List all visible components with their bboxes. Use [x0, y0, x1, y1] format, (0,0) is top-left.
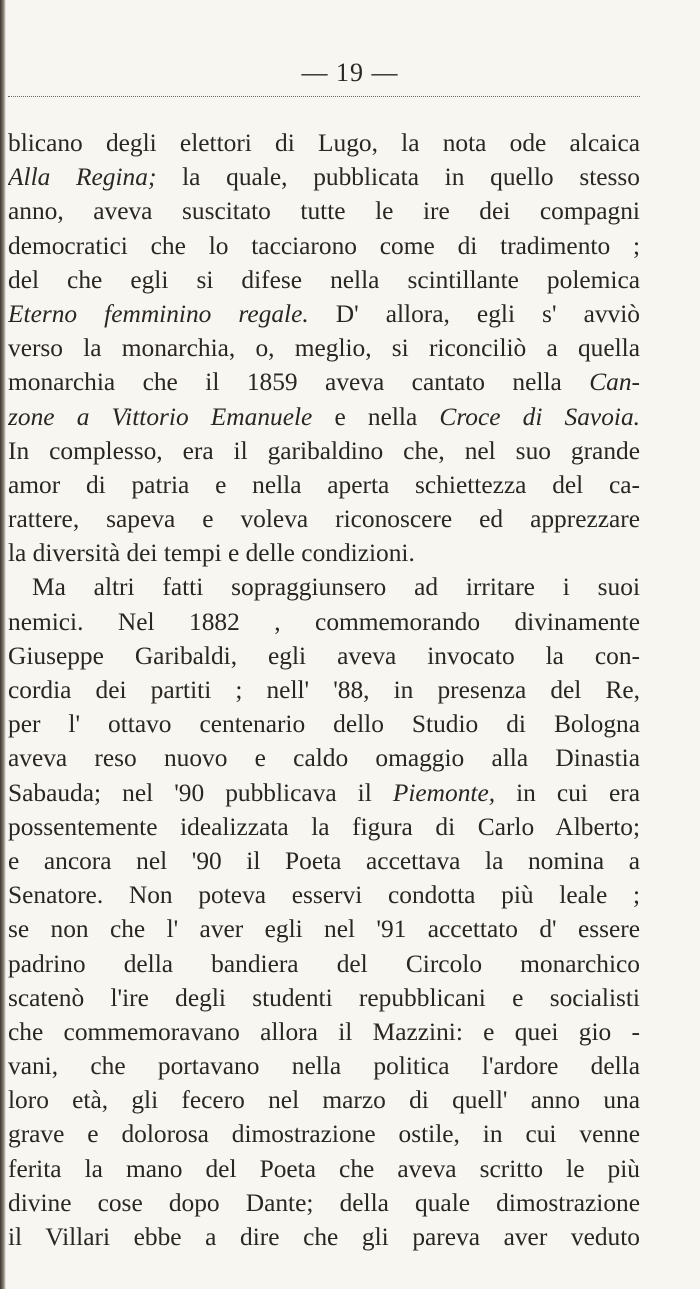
page-binding-edge — [0, 0, 6, 1289]
text-segment: se non che l' aver egli nel '91 accettato d' essere — [8, 915, 640, 944]
text-segment: Ma altri fatti sopraggiunsero ad irritare i suoi — [32, 573, 640, 602]
text-segment: anno, aveva suscitato tutte le ire dei compagni — [8, 197, 640, 226]
text-segment: la diversità dei tempi e delle condizioni. — [8, 539, 415, 568]
text-segment: scatenò l'ire degli studenti repubblicani e socialisti — [8, 983, 640, 1012]
text-segment: aveva reso nuovo e caldo omaggio alla Dinastia — [8, 744, 640, 773]
text-segment: padrino della bandiera del Circolo monarchico — [8, 949, 640, 978]
text-line — [8, 810, 640, 844]
text-line — [8, 673, 640, 707]
text-segment: per l' ottavo centenario dello Studio di Bologna — [8, 710, 640, 739]
text-line — [8, 297, 640, 331]
italic-title: Piemonte, — [392, 778, 496, 807]
text-line — [8, 844, 640, 878]
text-line — [8, 263, 640, 297]
text-line — [8, 1152, 640, 1186]
italic-title: Alla Regina; — [8, 163, 157, 192]
text-segment: In complesso, era il garibaldino che, nel suo grande — [8, 436, 640, 465]
text-segment: democratici che lo tacciarono come di tradimento ; — [8, 231, 640, 260]
text-segment: che commemoravano allora il Mazzini: e quei gio - — [8, 1017, 640, 1046]
text-line — [8, 639, 640, 673]
text-line — [8, 400, 640, 434]
text-segment: Giuseppe Garibaldi, egli aveva invocato la con- — [8, 641, 640, 670]
text-segment: Sabauda; nel '90 pubblicava il — [8, 778, 393, 807]
text-line — [8, 1049, 640, 1083]
text-line — [8, 947, 640, 981]
text-line — [8, 229, 640, 263]
text-segment: la quale, pubblicata in quello stesso — [156, 163, 640, 192]
text-line — [8, 1220, 640, 1254]
text-segment: e nella — [312, 402, 440, 431]
text-segment: in cui era — [495, 778, 640, 807]
text-line — [8, 434, 640, 468]
text-line — [8, 912, 640, 946]
text-line — [8, 741, 640, 775]
text-segment: nemici. Nel 1882 , commemorando divinamente — [8, 607, 640, 636]
text-segment: monarchia che il 1859 aveva cantato nella — [8, 368, 590, 397]
text-segment: del che egli si difese nella scintillante polemica — [8, 265, 640, 294]
italic-title: zone a Vittorio Emanuele — [8, 402, 313, 431]
text-line — [8, 160, 640, 194]
text-segment: e ancora nel '90 il Poeta accettava la nomina a — [8, 846, 640, 875]
text-segment: amor di patria e nella aperta schiettezza del ca- — [8, 470, 640, 499]
text-line — [8, 1015, 640, 1049]
text-line — [8, 570, 640, 604]
text-line — [8, 194, 640, 228]
text-line — [8, 1186, 640, 1220]
text-segment: D' allora, egli s' avviò — [308, 299, 640, 328]
page-number: — 19 — — [301, 58, 399, 87]
text-segment: ferita la mano del Poeta che aveva scritto le più — [8, 1154, 640, 1183]
text-line — [8, 1117, 640, 1151]
text-segment: divine cose dopo Dante; della quale dimostrazione — [8, 1188, 640, 1217]
text-segment: grave e dolorosa dimostrazione ostile, in cui venne — [8, 1120, 640, 1149]
text-segment: blicano degli elettori di Lugo, la nota ode alcaica — [8, 129, 640, 157]
text-line — [8, 126, 640, 160]
italic-title: Can- — [589, 368, 640, 397]
text-line — [8, 981, 640, 1015]
italic-title: Eterno femminino regale. — [8, 299, 309, 328]
text-line — [8, 536, 640, 570]
text-segment: rattere, sapeva e voleva riconoscere ed apprezzare — [8, 505, 640, 534]
header-divider — [8, 96, 640, 97]
text-segment: verso la monarchia, o, meglio, si riconciliò a quella — [8, 334, 640, 363]
text-line — [8, 365, 640, 399]
text-line — [8, 331, 640, 365]
text-segment: cordia dei partiti ; nell' '88, in presenza del Re, — [8, 676, 640, 704]
text-segment: il Villari ebbe a dire che gli pareva aver veduto — [8, 1223, 640, 1251]
text-line — [8, 707, 640, 741]
italic-title: Croce di Savoia. — [439, 402, 640, 431]
text-line — [8, 878, 640, 912]
text-line — [8, 502, 640, 536]
text-line — [8, 1083, 640, 1117]
text-segment: loro età, gli fecero nel marzo di quell' anno una — [8, 1086, 640, 1115]
text-line — [8, 776, 640, 810]
text-segment: possentemente idealizzata la figura di Carlo Alberto; — [8, 812, 640, 841]
text-segment: Senatore. Non poteva esservi condotta più leale ; — [8, 881, 640, 910]
text-line — [8, 605, 640, 639]
text-segment: vani, che portavano nella politica l'ardore della — [8, 1052, 640, 1081]
text-line — [8, 468, 640, 502]
body-text — [8, 126, 640, 1254]
